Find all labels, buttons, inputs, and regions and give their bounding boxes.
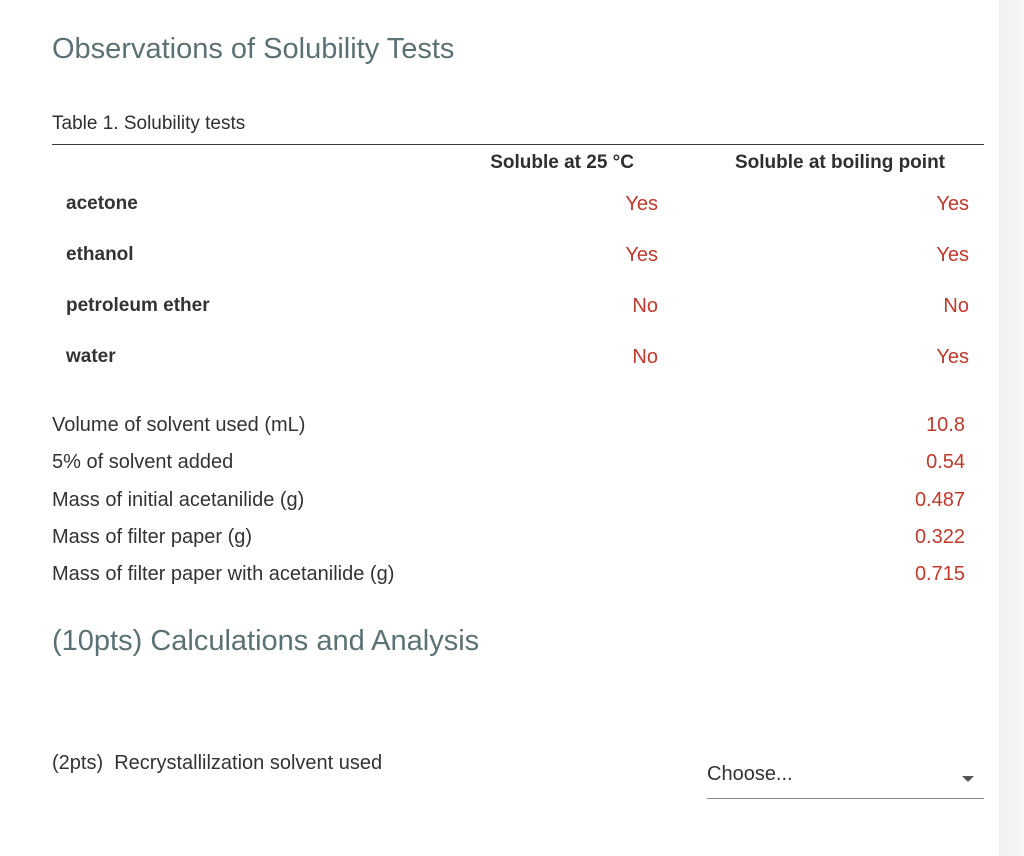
column-header-25c: Soluble at 25 °C xyxy=(490,152,634,173)
solvent-name: petroleum ether xyxy=(66,295,210,316)
table-caption: Table 1. Solubility tests xyxy=(52,113,246,134)
measurement-label: Mass of filter paper (g) xyxy=(52,526,253,548)
table-row xyxy=(52,193,984,244)
measurement-value: 0.54 xyxy=(926,451,965,473)
solvent-select[interactable] xyxy=(707,758,984,799)
solvent-name: acetone xyxy=(66,193,138,214)
soluble-boiling-value: Yes xyxy=(936,244,969,266)
calculations-title: (10pts) Calculations and Analysis xyxy=(52,625,480,657)
observations-title: Observations of Solubility Tests xyxy=(52,33,455,65)
soluble-boiling-value: No xyxy=(943,295,969,317)
measurement-row xyxy=(52,451,984,488)
measurement-value: 10.8 xyxy=(926,414,965,436)
measurement-row xyxy=(52,414,984,451)
measurement-row xyxy=(52,526,984,563)
measurement-row xyxy=(52,489,984,526)
measurement-row xyxy=(52,563,984,600)
solvent-question-label: (2pts) Recrystallilzation solvent used xyxy=(52,752,383,774)
table-top-rule xyxy=(52,144,984,145)
soluble-25c-value: Yes xyxy=(625,244,658,266)
solvent-name: water xyxy=(66,346,116,367)
scrollbar-track[interactable] xyxy=(999,0,1024,856)
soluble-25c-value: Yes xyxy=(625,193,658,215)
measurement-value: 0.715 xyxy=(914,563,965,585)
soluble-boiling-value: Yes xyxy=(936,346,969,368)
measurement-label: Mass of filter paper with acetanilide (g) xyxy=(52,563,395,585)
measurement-value: 0.322 xyxy=(914,526,965,548)
measurement-value: 0.487 xyxy=(914,489,965,511)
soluble-25c-value: No xyxy=(632,346,658,368)
table-row xyxy=(52,244,984,295)
measurement-label: Mass of initial acetanilide (g) xyxy=(52,489,305,511)
column-header-boiling: Soluble at boiling point xyxy=(734,152,945,173)
solvent-name: ethanol xyxy=(66,244,134,265)
soluble-boiling-value: Yes xyxy=(936,193,969,215)
measurement-label: 5% of solvent added xyxy=(52,451,234,473)
soluble-25c-value: No xyxy=(632,295,658,317)
select-value: Choose... xyxy=(707,763,793,785)
chevron-down-icon xyxy=(962,776,974,782)
table-row xyxy=(52,295,984,346)
table-row xyxy=(52,346,984,397)
measurement-label: Volume of solvent used (mL) xyxy=(52,414,306,436)
